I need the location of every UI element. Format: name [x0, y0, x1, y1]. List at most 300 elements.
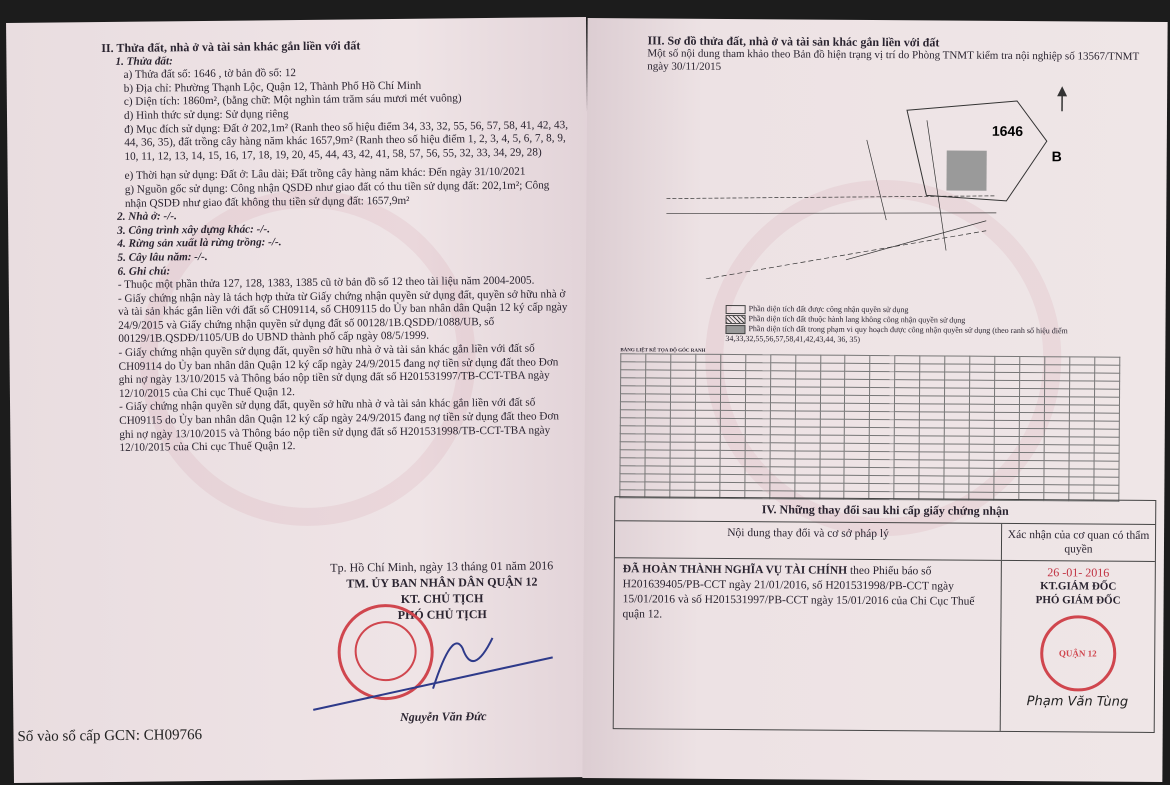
table-cell — [895, 404, 920, 412]
table-cell — [795, 419, 820, 427]
changes-col-content-header: Nội dung thay đổi và cơ sở pháp lý — [615, 521, 1002, 560]
table-cell — [1069, 381, 1094, 389]
table-cell — [870, 427, 895, 435]
table-cell — [745, 451, 770, 459]
table-cell — [745, 475, 770, 483]
table-cell — [845, 419, 870, 427]
table-cell — [920, 364, 945, 372]
table-cell — [1069, 397, 1094, 405]
table-cell — [1069, 461, 1094, 469]
table-cell — [1069, 453, 1094, 461]
confirm-seal-icon: QUẬN 12 — [1039, 615, 1116, 692]
table-cell — [1019, 445, 1044, 453]
table-cell — [820, 387, 845, 395]
perennial-item: 5. Cây lâu năm: -/-. — [117, 250, 208, 264]
table-cell — [920, 372, 945, 380]
table-cell — [795, 387, 820, 395]
table-cell — [944, 476, 969, 484]
table-cell — [695, 474, 720, 482]
table-cell — [1094, 405, 1119, 413]
certificate-right-page — [582, 18, 1167, 782]
table-cell — [1094, 445, 1119, 453]
table-cell — [944, 420, 969, 428]
table-cell — [944, 428, 969, 436]
table-cell — [820, 443, 845, 451]
table-cell — [645, 450, 670, 458]
table-cell — [919, 484, 944, 492]
table-cell — [819, 483, 844, 491]
table-cell — [820, 411, 845, 419]
table-cell — [970, 396, 995, 404]
table-cell — [670, 482, 695, 490]
table-cell — [1094, 485, 1119, 493]
table-cell — [845, 451, 870, 459]
table-cell — [920, 404, 945, 412]
table-cell — [745, 411, 770, 419]
table-cell — [670, 386, 695, 394]
table-cell — [646, 370, 671, 378]
table-cell — [870, 387, 895, 395]
parcel-number: a) Thửa đất số: 1646 , tờ bản đồ số: 12 — [123, 67, 297, 82]
table-cell — [844, 467, 869, 475]
table-cell — [720, 458, 745, 466]
table-cell — [1019, 453, 1044, 461]
table-cell — [1044, 389, 1069, 397]
table-cell — [870, 443, 895, 451]
note-3: - Giấy chứng nhận quyền sử dụng đất, quyền sở hữu nhà ở và tài sản khác gắn liền với đất số CH09114 do Ủy ban nhân dân Quận 12 ký cấp ngày 24/9/2015 đang nợ tiền sử dụng đất theo Đơn ghi nợ ngày 13/10/2015 và Thông báo nộp tiền sử dụng đất số H201531997/TB-CCT-TBA ngày 12/10/2015 của Chi cục Thuế Quận 12. — [118, 342, 559, 400]
table-cell — [1044, 421, 1069, 429]
table-cell — [944, 460, 969, 468]
table-cell — [695, 402, 720, 410]
table-cell — [945, 372, 970, 380]
coordinate-table-title: BẢNG LIỆT KÊ TỌA ĐỘ GÓC RANH — [620, 348, 706, 354]
table-cell — [1094, 381, 1119, 389]
confirm-kt: KT.GIÁM ĐỐC — [1040, 580, 1117, 593]
legend-item-3: Phần diện tích đất trong phạm vi quy hoạch được công nhận quyền sử dụng (theo ranh số hiệu điểm 34,33,32,55,56,57,58,41,42,43,44, 36, 35) — [725, 324, 1068, 344]
table-cell — [720, 474, 745, 482]
table-cell — [1044, 429, 1069, 437]
table-cell — [620, 474, 645, 482]
table-cell — [720, 442, 745, 450]
table-cell — [994, 412, 1019, 420]
table-cell — [920, 420, 945, 428]
table-cell — [770, 363, 795, 371]
legend-item-2: Phần diện tích đất thuộc hành lang không công nhận quyền sử dụng — [748, 314, 966, 325]
table-cell — [819, 467, 844, 475]
table-cell — [1019, 485, 1044, 493]
table-cell — [920, 380, 945, 388]
table-cell — [894, 484, 919, 492]
table-cell — [844, 483, 869, 491]
table-cell — [994, 476, 1019, 484]
table-cell — [795, 443, 820, 451]
confirm-signer: Phạm Văn Tùng — [1026, 694, 1129, 710]
table-cell — [620, 418, 645, 426]
table-cell — [820, 363, 845, 371]
table-cell — [620, 482, 645, 490]
table-cell — [945, 356, 970, 364]
coordinate-grid — [619, 353, 1120, 501]
table-cell — [869, 467, 894, 475]
table-cell — [795, 459, 820, 467]
table-cell — [919, 436, 944, 444]
table-cell — [844, 475, 869, 483]
table-cell — [870, 395, 895, 403]
table-cell — [745, 419, 770, 427]
table-cell — [795, 371, 820, 379]
table-cell — [1045, 373, 1070, 381]
table-cell — [720, 450, 745, 458]
table-cell — [695, 378, 720, 386]
table-cell — [1094, 397, 1119, 405]
table-cell — [1020, 373, 1045, 381]
table-cell — [745, 403, 770, 411]
table-cell — [1019, 405, 1044, 413]
table-cell — [870, 363, 895, 371]
table-cell — [621, 386, 646, 394]
table-cell — [995, 396, 1020, 404]
table-cell — [895, 436, 920, 444]
table-cell — [670, 378, 695, 386]
table-cell — [670, 434, 695, 442]
table-cell — [869, 451, 894, 459]
table-cell — [770, 443, 795, 451]
table-cell — [1094, 437, 1119, 445]
table-cell — [720, 370, 745, 378]
table-cell — [620, 410, 645, 418]
table-cell — [845, 435, 870, 443]
table-cell — [895, 428, 920, 436]
table-cell — [671, 362, 696, 370]
table-cell — [995, 380, 1020, 388]
table-cell — [770, 371, 795, 379]
table-cell — [994, 436, 1019, 444]
note-2: - Giấy chứng nhận này là tách hợp thửa từ Giấy chứng nhận quyền sử dụng đất, quyền sở hữu nhà ở và tài sản khác gắn liền với đất số CH09114, số CH09115 do Ủy ban nhân dân Quận 12 ký cấp ngày 24/9/2015 và Giấy chứng nhận quyền sử dụng đất số 00128/1B.QSDĐ/1088/UB, số 00129/1B.QSDĐ/1105/UB do UBND thành phố cấp ngày 08/5/1999. — [117, 287, 568, 346]
table-cell — [670, 426, 695, 434]
certificate-left-page — [6, 17, 594, 783]
table-cell — [1044, 461, 1069, 469]
change-entry-text: theo Phiếu báo số H201639405/PB-CCT ngày 21/01/2016, số H201531998/PB-CCT ngày 15/01/2016 và số H201531997/PB-CCT ngày 15/01/2016 của Chi Cục Thuế quận 12. — [622, 564, 975, 621]
table-cell — [645, 442, 670, 450]
table-cell — [1044, 397, 1069, 405]
table-cell — [745, 443, 770, 451]
table-cell — [695, 386, 720, 394]
table-cell — [670, 394, 695, 402]
table-cell — [994, 444, 1019, 452]
table-cell — [795, 395, 820, 403]
table-cell — [920, 356, 945, 364]
table-cell — [770, 427, 795, 435]
table-cell — [1044, 437, 1069, 445]
table-cell — [1069, 469, 1094, 477]
table-cell — [695, 410, 720, 418]
table-cell — [720, 418, 745, 426]
table-cell — [895, 364, 920, 372]
table-cell — [645, 466, 670, 474]
kt-title: KT. CHỦ TỊCH — [400, 591, 484, 606]
table-cell — [770, 387, 795, 395]
table-cell — [645, 418, 670, 426]
table-cell — [845, 411, 870, 419]
table-cell — [869, 475, 894, 483]
table-cell — [1070, 357, 1095, 365]
note-1: - Thuộc một phần thửa 127, 128, 1383, 1385 cũ tờ bản đồ số 12 theo tài liệu năm 2004-2005. — [117, 274, 535, 291]
table-cell — [720, 482, 745, 490]
table-cell — [969, 436, 994, 444]
table-cell — [870, 355, 895, 363]
table-cell — [919, 444, 944, 452]
table-cell — [845, 379, 870, 387]
table-cell — [869, 459, 894, 467]
table-cell — [745, 355, 770, 363]
table-cell — [720, 434, 745, 442]
table-cell — [646, 354, 671, 362]
table-cell — [1094, 389, 1119, 397]
signer-name: Nguyễn Văn Đức — [399, 709, 487, 724]
table-cell — [671, 370, 696, 378]
table-cell — [969, 444, 994, 452]
table-cell — [720, 394, 745, 402]
table-cell — [1044, 413, 1069, 421]
table-cell — [1019, 469, 1044, 477]
table-cell — [1044, 453, 1069, 461]
table-cell — [621, 378, 646, 386]
table-cell — [919, 476, 944, 484]
table-cell — [1069, 405, 1094, 413]
table-cell — [919, 452, 944, 460]
issuing-authority: TM. ỦY BAN NHÂN DÂN QUẬN 12 — [346, 574, 538, 591]
table-cell — [820, 355, 845, 363]
usage-term: e) Thời hạn sử dụng: Đất ở: Lâu dài; Đất trồng cây hàng năm khác: Đến ngày 31/10/2021 — [124, 165, 526, 183]
table-cell — [1094, 461, 1119, 469]
table-cell — [645, 458, 670, 466]
table-cell — [945, 412, 970, 420]
table-cell — [670, 458, 695, 466]
table-cell — [645, 474, 670, 482]
table-cell — [621, 362, 646, 370]
table-cell — [696, 354, 721, 362]
table-cell — [995, 372, 1020, 380]
table-cell — [970, 364, 995, 372]
table-cell — [620, 466, 645, 474]
table-cell — [720, 402, 745, 410]
table-cell — [994, 468, 1019, 476]
table-cell — [695, 434, 720, 442]
section-title: II. Thửa đất, nhà ở và tài sản khác gắn liền với đất — [101, 38, 361, 56]
table-cell — [770, 467, 795, 475]
table-cell — [895, 356, 920, 364]
table-cell — [745, 483, 770, 491]
table-cell — [995, 388, 1020, 396]
table-cell — [670, 418, 695, 426]
table-cell — [695, 466, 720, 474]
note-4: - Giấy chứng nhận quyền sử dụng đất, quyền sở hữu nhà ở và tài sản khác gắn liền với đất số CH09115 do Ủy ban nhân dân Quận 12 ký cấp ngày 24/9/2015 đang nợ tiền sử dụng đất theo Đơn ghi nợ ngày 13/10/2015 và Thông báo nộp tiền sử dụng đất số H201531998/TB-CCT-TBA ngày 12/10/2015 của Chi cục Thuế Quận 12. — [119, 396, 559, 455]
table-cell — [820, 451, 845, 459]
table-cell — [845, 387, 870, 395]
table-cell — [794, 475, 819, 483]
table-cell — [894, 476, 919, 484]
table-cell — [820, 403, 845, 411]
table-cell — [994, 428, 1019, 436]
table-cell — [969, 468, 994, 476]
table-cell — [895, 420, 920, 428]
table-cell — [995, 364, 1020, 372]
table-cell — [1095, 357, 1120, 365]
table-cell — [945, 404, 970, 412]
diagram-header — [647, 34, 1147, 76]
table-cell — [870, 411, 895, 419]
forest-item: 4. Rừng sản xuất là rừng trồng: -/-. — [117, 236, 282, 251]
table-cell — [720, 378, 745, 386]
table-cell — [945, 364, 970, 372]
table-cell — [671, 354, 696, 362]
table-cell — [1045, 381, 1070, 389]
notes-label: 6. Ghi chú: — [117, 264, 171, 278]
table-cell — [795, 451, 820, 459]
table-cell — [944, 444, 969, 452]
table-cell — [969, 420, 994, 428]
table-cell — [770, 355, 795, 363]
table-cell — [1069, 429, 1094, 437]
table-cell — [769, 483, 794, 491]
table-cell — [820, 419, 845, 427]
table-cell — [944, 484, 969, 492]
table-cell — [795, 379, 820, 387]
table-cell — [895, 412, 920, 420]
table-cell — [770, 451, 795, 459]
table-cell — [795, 363, 820, 371]
table-cell — [770, 435, 795, 443]
table-cell — [1094, 413, 1119, 421]
diagram-section-title: III. Sơ đồ thửa đất, nhà ở và tài sản khác gắn liền với đất — [647, 33, 940, 50]
table-cell — [945, 396, 970, 404]
table-cell — [645, 402, 670, 410]
confirmation-cell — [1001, 561, 1155, 732]
table-cell — [945, 380, 970, 388]
table-cell — [994, 484, 1019, 492]
table-cell — [720, 410, 745, 418]
table-cell — [620, 402, 645, 410]
issue-date: Tp. Hồ Chí Minh, ngày 13 tháng 01 năm 2016 — [330, 558, 554, 575]
table-cell — [795, 411, 820, 419]
table-cell — [620, 458, 645, 466]
table-cell — [895, 380, 920, 388]
table-cell — [1069, 477, 1094, 485]
table-cell — [894, 468, 919, 476]
parcel-label: 1646 — [991, 122, 1024, 140]
table-cell — [895, 396, 920, 404]
table-cell — [1019, 397, 1044, 405]
table-cell — [1020, 389, 1045, 397]
table-cell — [720, 466, 745, 474]
diagram-subtitle: Một số nội dung tham khảo theo Bản đồ hiện trạng vị trí do Phòng TNMT kiểm tra nội nghiệp số 13567/TNMT ngày 30/11/2015 — [647, 47, 1140, 73]
table-cell — [994, 404, 1019, 412]
table-cell — [994, 452, 1019, 460]
table-cell — [845, 371, 870, 379]
table-cell — [970, 356, 995, 364]
table-cell — [646, 378, 671, 386]
table-cell — [645, 426, 670, 434]
table-cell — [695, 418, 720, 426]
table-cell — [1019, 429, 1044, 437]
north-label: B — [1051, 148, 1062, 165]
table-cell — [745, 363, 770, 371]
changes-section — [613, 496, 1157, 733]
table-cell — [1044, 469, 1069, 477]
table-cell — [620, 442, 645, 450]
table-cell — [620, 426, 645, 434]
table-cell — [920, 412, 945, 420]
table-cell — [1019, 437, 1044, 445]
table-cell — [745, 379, 770, 387]
table-cell — [969, 452, 994, 460]
table-cell — [795, 403, 820, 411]
table-cell — [1094, 453, 1119, 461]
table-cell — [1044, 485, 1069, 493]
table-cell — [1070, 365, 1095, 373]
table-cell — [945, 388, 970, 396]
table-cell — [1094, 477, 1119, 485]
table-cell — [970, 404, 995, 412]
table-cell — [770, 395, 795, 403]
table-cell — [820, 435, 845, 443]
table-cell — [670, 450, 695, 458]
table-cell — [1020, 365, 1045, 373]
table-cell — [870, 435, 895, 443]
table-cell — [1095, 365, 1120, 373]
table-cell — [770, 459, 795, 467]
table-cell — [894, 444, 919, 452]
table-cell — [870, 379, 895, 387]
table-cell — [994, 420, 1019, 428]
table-cell — [696, 362, 721, 370]
usage-form: d) Hình thức sử dụng: Sử dụng riêng — [123, 108, 289, 122]
table-cell — [820, 459, 845, 467]
table-cell — [1069, 445, 1094, 453]
table-cell — [969, 412, 994, 420]
table-cell — [1019, 477, 1044, 485]
land-label: 1. Thửa đất: — [115, 54, 173, 68]
table-cell — [845, 355, 870, 363]
table-cell — [745, 395, 770, 403]
table-cell — [944, 468, 969, 476]
table-cell — [795, 435, 820, 443]
table-cell — [844, 459, 869, 467]
table-cell — [795, 467, 820, 475]
table-cell — [1069, 485, 1094, 493]
table-cell — [920, 388, 945, 396]
table-cell — [1045, 365, 1070, 373]
table-cell — [845, 395, 870, 403]
signature-stroke — [302, 617, 583, 730]
confirm-title: PHÓ GIÁM ĐỐC — [1035, 594, 1121, 607]
table-cell — [969, 460, 994, 468]
table-cell — [970, 388, 995, 396]
table-cell — [645, 482, 670, 490]
table-cell — [695, 482, 720, 490]
table-cell — [1020, 357, 1045, 365]
table-cell — [1070, 373, 1095, 381]
table-cell — [745, 435, 770, 443]
table-cell — [1044, 477, 1069, 485]
table-cell — [745, 371, 770, 379]
table-cell — [1019, 413, 1044, 421]
usage-purpose: đ) Mục đích sử dụng: Đất ở 202,1m² (Ranh theo số hiệu điểm 34, 33, 32, 55, 56, 57, 58, 41, 42, 43, 44, 36, 35), đất trồng cây hàng năm khác 1657,9m² (Ranh theo số hiệu điểm 1, 2, 3, 4, 5, 6, 7, 8, 9, 10, 11, 12, 13, 14, 15, 16, 17, 18, 19, 20, 45, 44, 43, 42, 41, 58, 57, 56, 55, 32, 33, 34, 29, 28) — [124, 118, 569, 163]
table-cell — [1094, 421, 1119, 429]
table-cell — [795, 355, 820, 363]
table-cell — [770, 379, 795, 387]
table-cell — [645, 394, 670, 402]
